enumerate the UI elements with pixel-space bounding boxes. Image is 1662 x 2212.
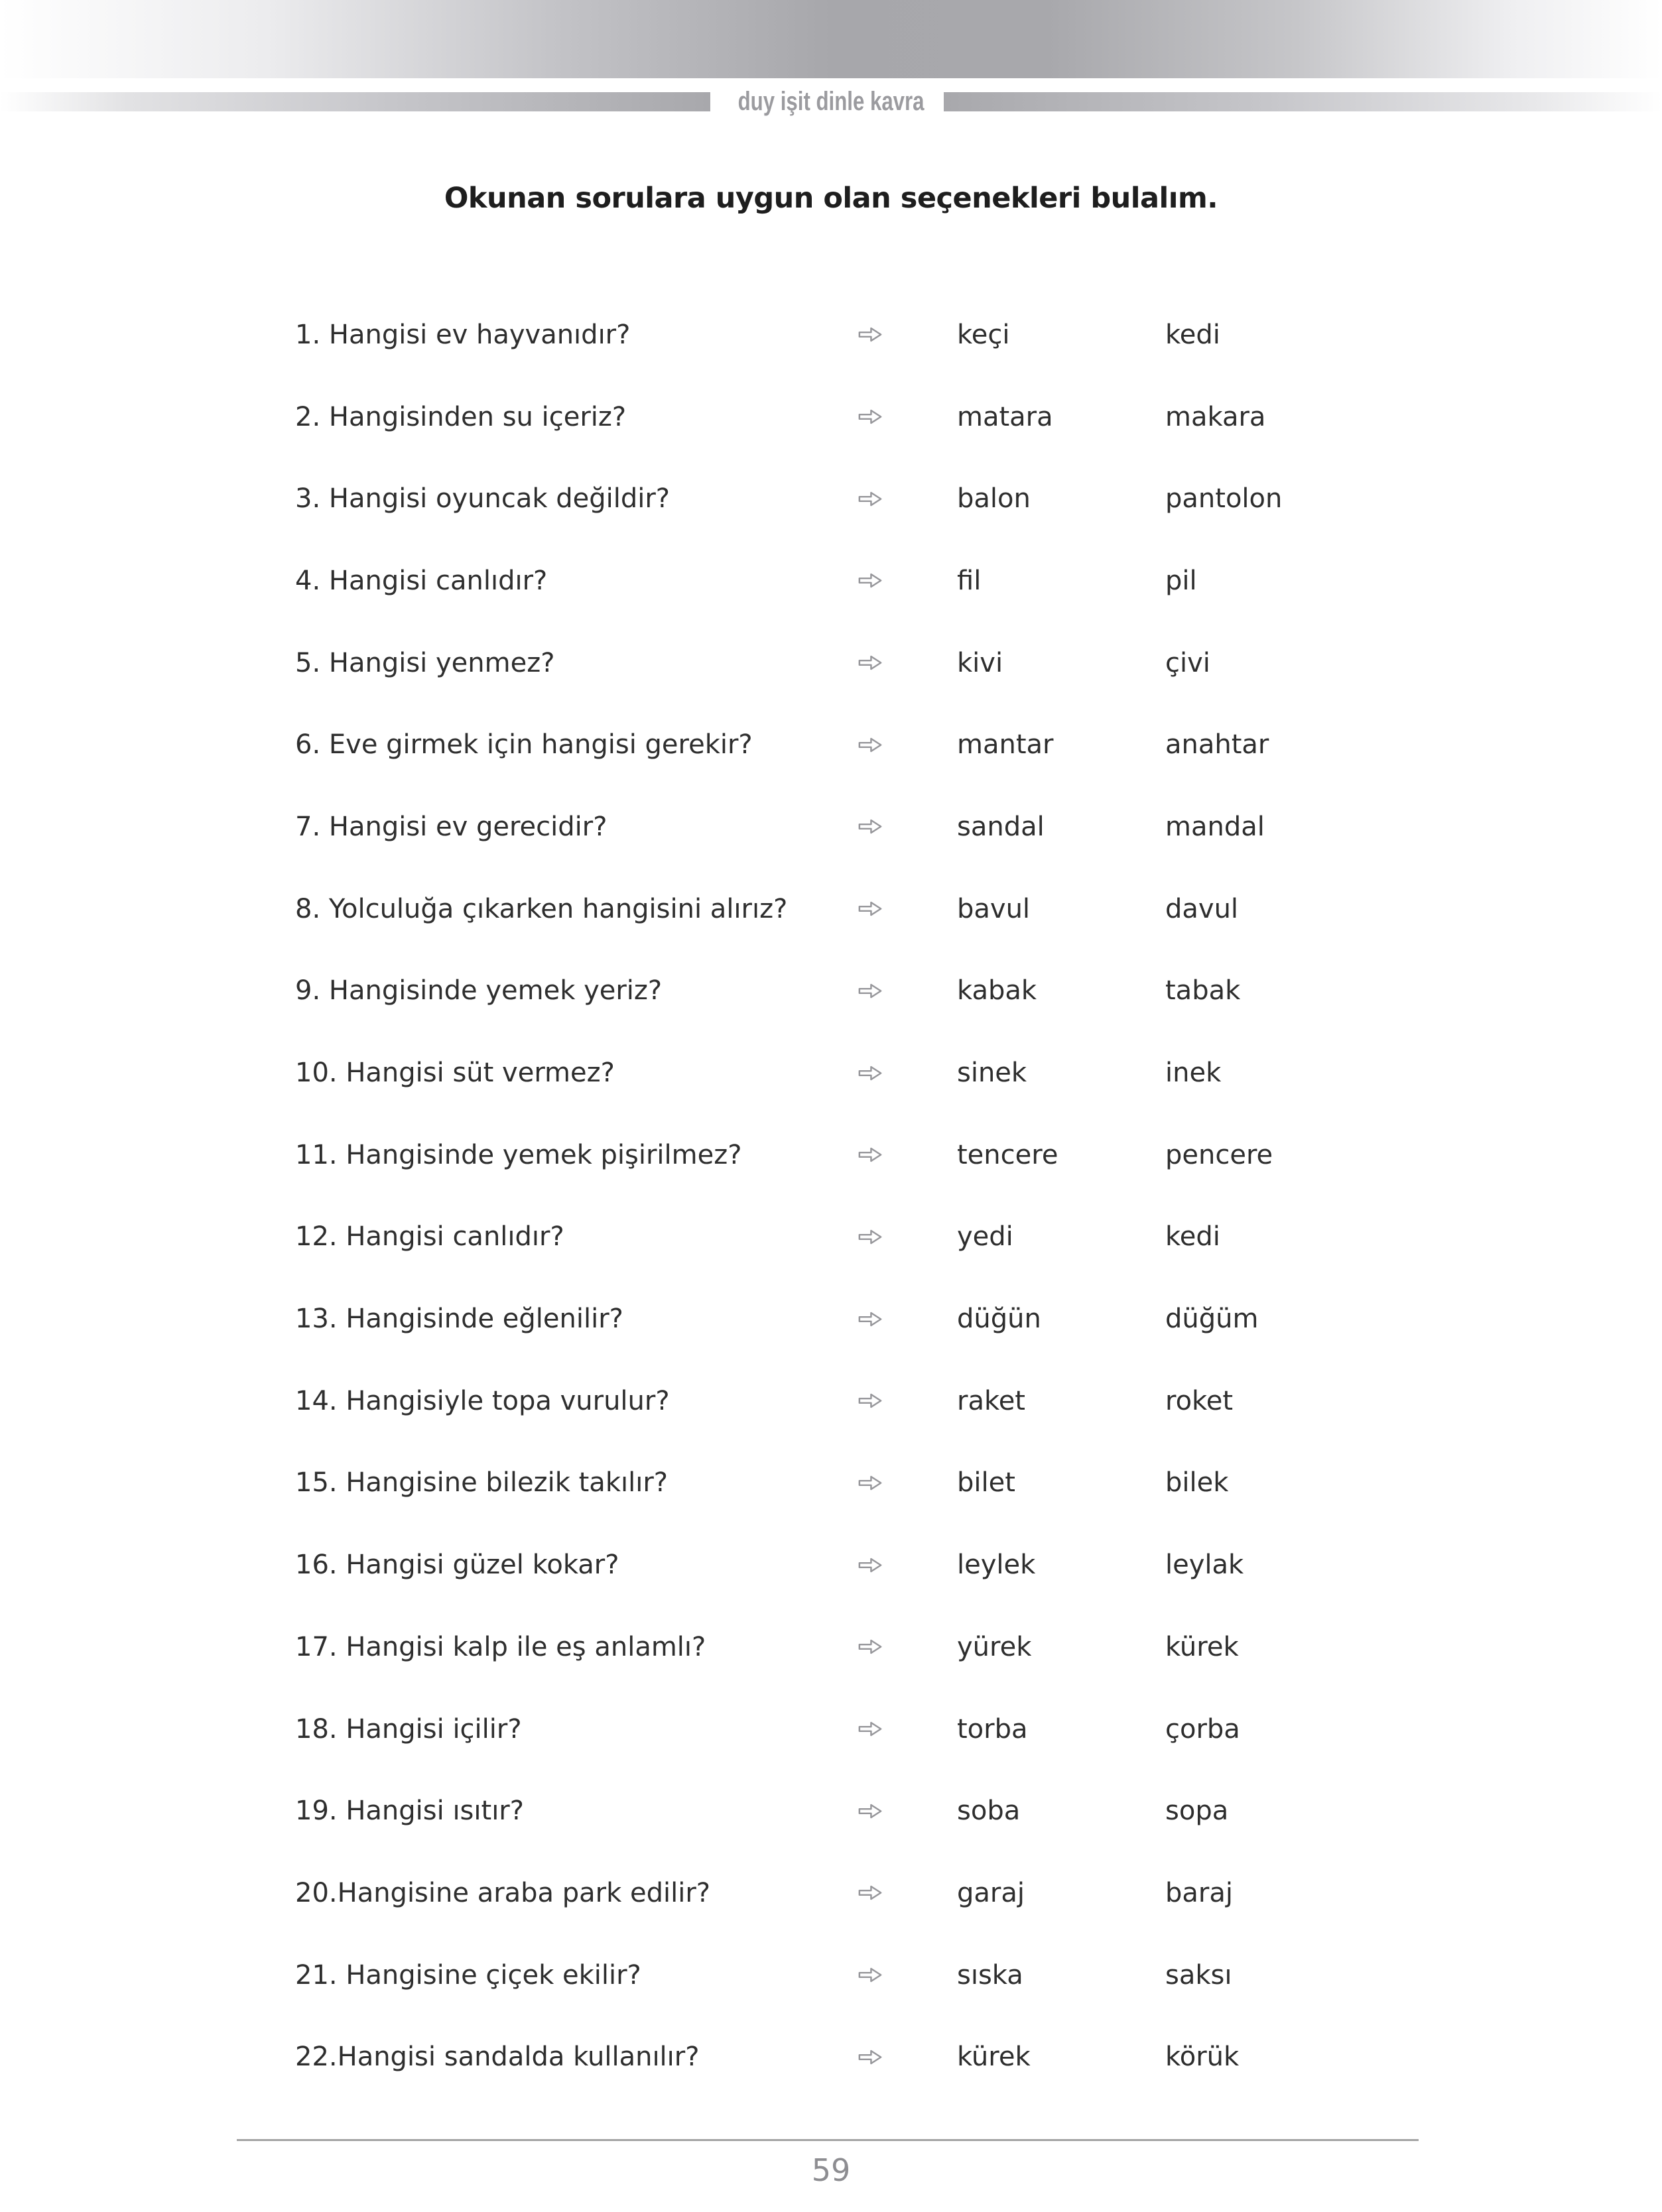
option-2: pencere	[1165, 1139, 1273, 1170]
question-row	[295, 1852, 1662, 1934]
option-1: keçi	[957, 319, 1010, 350]
right-arrow-icon	[858, 1637, 883, 1656]
question-text: 12. Hangisi canlıdır?	[295, 1221, 564, 1253]
option-2: kedi	[1165, 319, 1220, 350]
option-1: bilet	[957, 1467, 1015, 1499]
question-text: 21. Hangisine çiçek ekilir?	[295, 1959, 641, 1991]
option-2: roket	[1165, 1385, 1234, 1416]
section-header-label: duy işit dinle kavra	[737, 87, 925, 116]
option-2: bilek	[1165, 1467, 1229, 1499]
header-strip	[0, 85, 1662, 118]
question-text: 2. Hangisinden su içeriz?	[295, 401, 627, 432]
question-text: 1. Hangisi ev hayvanıdır?	[295, 319, 631, 350]
question-row	[295, 376, 1662, 458]
right-arrow-icon	[858, 1227, 883, 1247]
option-1: bavul	[957, 893, 1031, 924]
arrow-cell	[858, 817, 957, 836]
option-1: tencere	[957, 1139, 1058, 1170]
page-title: Okunan sorulara uygun olan seçenekleri bulalım.	[444, 182, 1218, 215]
question-row	[295, 1442, 1662, 1524]
question-row	[295, 1360, 1662, 1442]
question-row	[295, 1606, 1662, 1688]
question-text: 5. Hangisi yenmez?	[295, 647, 555, 678]
option-2: pil	[1165, 565, 1197, 596]
arrow-cell	[858, 2048, 957, 2067]
question-text: 11. Hangisinde yemek pişirilmez?	[295, 1139, 742, 1170]
option-1: kabak	[957, 975, 1037, 1007]
right-arrow-icon	[858, 1719, 883, 1739]
question-row	[295, 294, 1662, 376]
right-arrow-icon	[858, 1883, 883, 1902]
option-2: kedi	[1165, 1221, 1220, 1253]
question-list	[295, 294, 1662, 2098]
arrow-cell	[858, 1473, 957, 1493]
arrow-cell	[858, 1064, 957, 1083]
option-1: sinek	[957, 1058, 1027, 1089]
option-1: mantar	[957, 729, 1054, 761]
option-1: düğün	[957, 1304, 1041, 1335]
question-row	[295, 1196, 1662, 1278]
question-text: 9. Hangisinde yemek yeriz?	[295, 975, 663, 1007]
question-text: 13. Hangisinde eğlenilir?	[295, 1304, 623, 1335]
page-number: 59	[811, 2152, 851, 2188]
question-text: 15. Hangisine bilezik takılır?	[295, 1467, 668, 1499]
question-row	[295, 704, 1662, 786]
option-1: matara	[957, 401, 1053, 432]
right-arrow-icon	[858, 1145, 883, 1164]
right-arrow-icon	[858, 653, 883, 672]
arrow-cell	[858, 735, 957, 755]
option-2: anahtar	[1165, 729, 1269, 761]
question-row	[295, 1032, 1662, 1114]
arrow-cell	[858, 899, 957, 918]
right-arrow-icon	[858, 1556, 883, 1575]
question-text: 17. Hangisi kalp ile eş anlamlı?	[295, 1631, 706, 1662]
option-1: yürek	[957, 1631, 1032, 1662]
question-text: 10. Hangisi süt vermez?	[295, 1058, 615, 1089]
question-text: 4. Hangisi canlıdır?	[295, 565, 548, 596]
question-row	[295, 2016, 1662, 2098]
option-1: sıska	[957, 1959, 1023, 1991]
arrow-cell	[858, 1719, 957, 1739]
right-arrow-icon	[858, 1310, 883, 1329]
option-2: çorba	[1165, 1713, 1240, 1745]
question-row	[295, 1770, 1662, 1852]
arrow-cell	[858, 1637, 957, 1656]
option-1: garaj	[957, 1877, 1025, 1908]
question-row	[295, 458, 1662, 540]
question-row	[295, 540, 1662, 622]
footer-divider	[237, 2139, 1419, 2141]
question-text: 22.Hangisi sandalda kullanılır?	[295, 2042, 700, 2073]
question-text: 18. Hangisi içilir?	[295, 1713, 522, 1745]
option-2: baraj	[1165, 1877, 1233, 1908]
option-2: sopa	[1165, 1796, 1229, 1827]
right-arrow-icon	[858, 571, 883, 590]
question-row	[295, 622, 1662, 704]
arrow-cell	[858, 1883, 957, 1902]
option-1: balon	[957, 483, 1031, 515]
right-arrow-icon	[858, 2048, 883, 2067]
arrow-cell	[858, 653, 957, 672]
arrow-cell	[858, 1227, 957, 1247]
arrow-cell	[858, 407, 957, 426]
question-row	[295, 868, 1662, 950]
option-2: leylak	[1165, 1550, 1244, 1581]
question-row	[295, 1524, 1662, 1606]
question-text: 19. Hangisi ısıtır?	[295, 1796, 524, 1827]
arrow-cell	[858, 1802, 957, 1821]
right-arrow-icon	[858, 735, 883, 755]
arrow-cell	[858, 1391, 957, 1410]
option-1: raket	[957, 1385, 1025, 1416]
question-text: 16. Hangisi güzel kokar?	[295, 1550, 619, 1581]
option-2: düğüm	[1165, 1304, 1259, 1335]
top-gradient-band	[0, 0, 1662, 78]
question-text: 7. Hangisi ev gerecidir?	[295, 811, 607, 842]
arrow-cell	[858, 325, 957, 344]
right-arrow-icon	[858, 1802, 883, 1821]
question-row	[295, 1688, 1662, 1770]
right-arrow-icon	[858, 1391, 883, 1410]
option-2: tabak	[1165, 975, 1241, 1007]
question-text: 20.Hangisine araba park edilir?	[295, 1877, 711, 1908]
option-1: leylek	[957, 1550, 1036, 1581]
question-row	[295, 1114, 1662, 1196]
option-1: yedi	[957, 1221, 1013, 1253]
question-row	[295, 786, 1662, 868]
option-2: çivi	[1165, 647, 1210, 678]
option-1: torba	[957, 1713, 1028, 1745]
option-2: inek	[1165, 1058, 1222, 1089]
right-arrow-icon	[858, 1965, 883, 1985]
question-text: 14. Hangisiyle topa vurulur?	[295, 1385, 670, 1416]
question-row	[295, 950, 1662, 1032]
question-text: 6. Eve girmek için hangisi gerekir?	[295, 729, 753, 761]
option-2: davul	[1165, 893, 1239, 924]
arrow-cell	[858, 489, 957, 509]
option-2: saksı	[1165, 1959, 1232, 1991]
arrow-cell	[858, 571, 957, 590]
right-arrow-icon	[858, 407, 883, 426]
option-1: kivi	[957, 647, 1003, 678]
option-2: mandal	[1165, 811, 1265, 842]
right-arrow-icon	[858, 899, 883, 918]
right-arrow-icon	[858, 489, 883, 509]
option-1: sandal	[957, 811, 1045, 842]
option-1: soba	[957, 1796, 1021, 1827]
arrow-cell	[858, 981, 957, 1001]
right-arrow-icon	[858, 981, 883, 1001]
option-2: kürek	[1165, 1631, 1239, 1662]
question-row	[295, 1278, 1662, 1360]
right-arrow-icon	[858, 1473, 883, 1493]
question-text: 3. Hangisi oyuncak değildir?	[295, 483, 671, 515]
arrow-cell	[858, 1310, 957, 1329]
option-2: pantolon	[1165, 483, 1283, 515]
option-1: kürek	[957, 2042, 1031, 2073]
right-arrow-icon	[858, 1064, 883, 1083]
option-1: fil	[957, 565, 982, 596]
option-2: makara	[1165, 401, 1266, 432]
arrow-cell	[858, 1965, 957, 1985]
question-text: 8. Yolculuğa çıkarken hangisini alırız?	[295, 893, 788, 924]
right-arrow-icon	[858, 325, 883, 344]
right-arrow-icon	[858, 817, 883, 836]
arrow-cell	[858, 1556, 957, 1575]
question-row	[295, 1934, 1662, 2016]
arrow-cell	[858, 1145, 957, 1164]
option-2: körük	[1165, 2042, 1240, 2073]
